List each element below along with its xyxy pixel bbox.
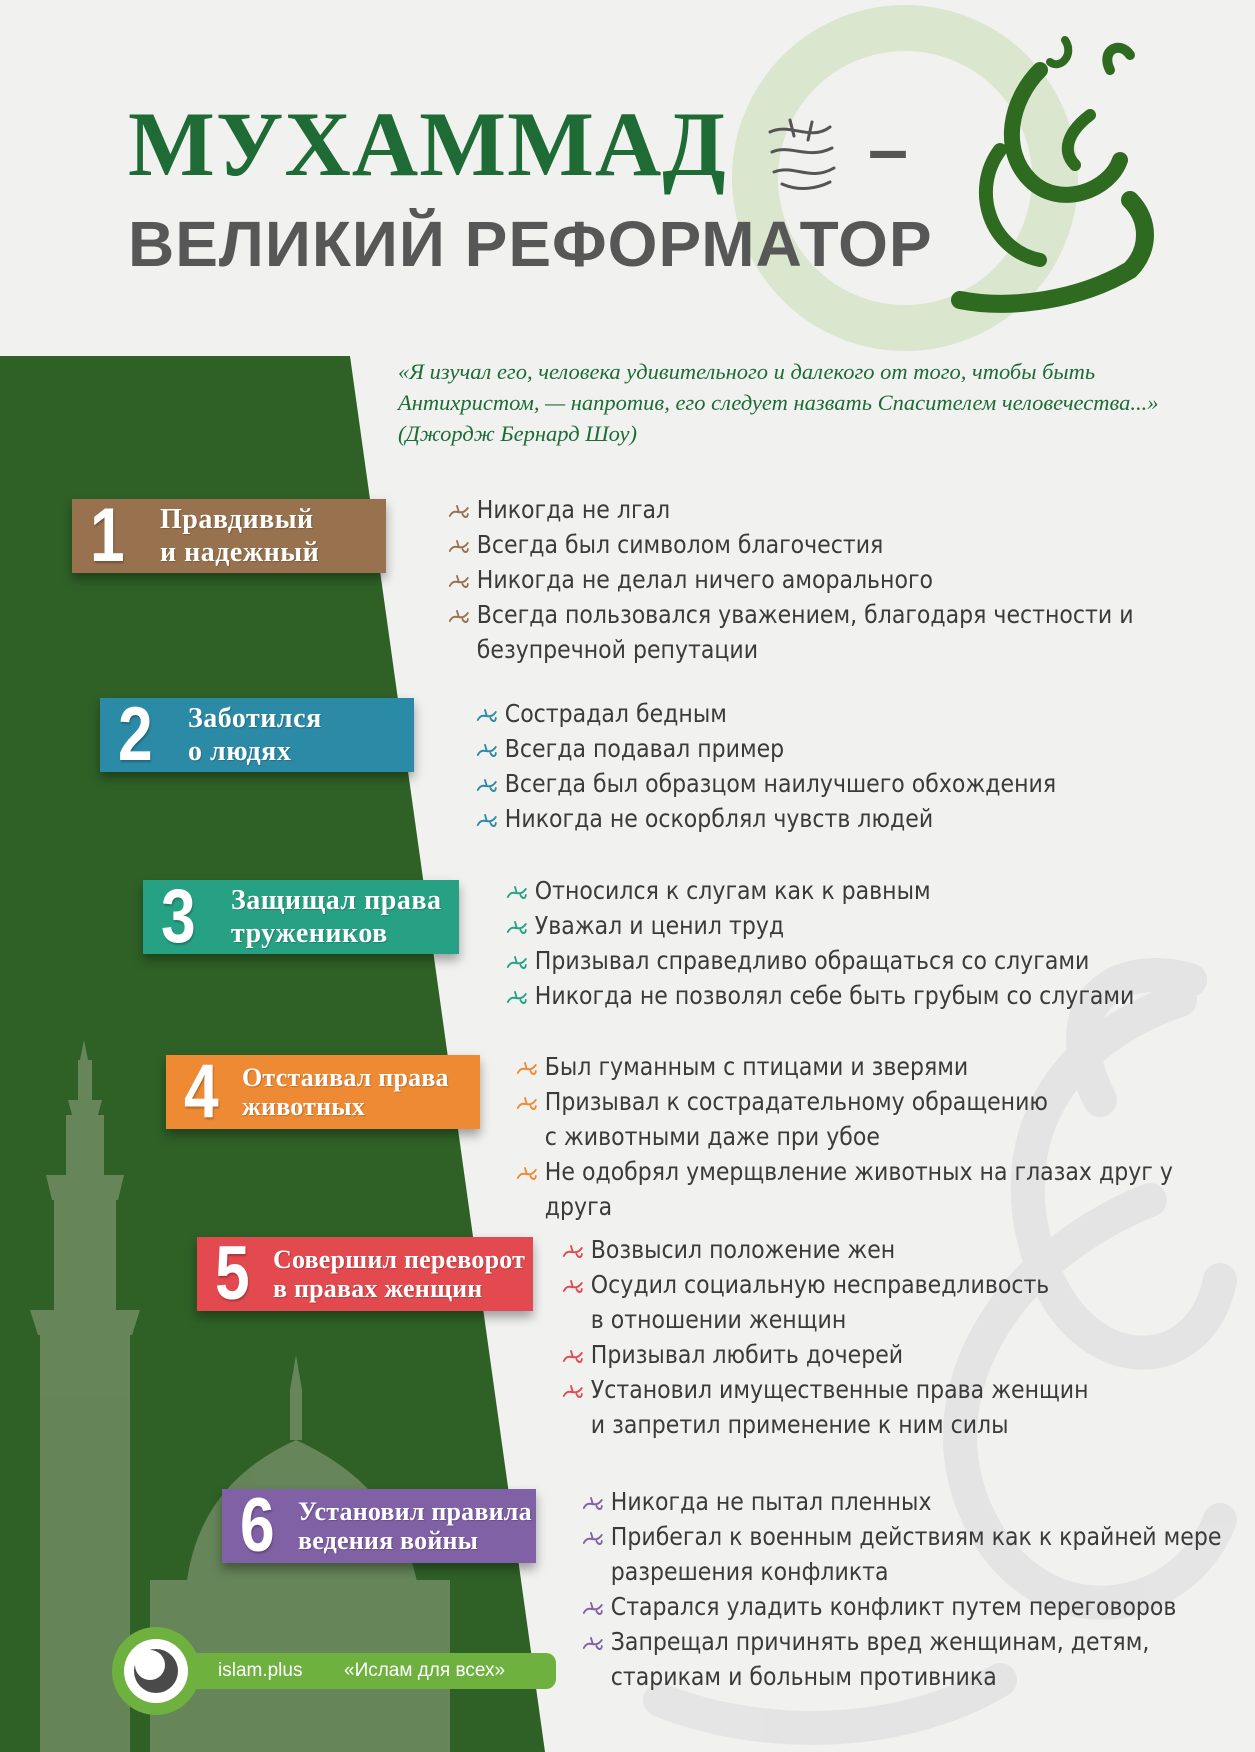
calligraphy-bullet-icon xyxy=(516,1059,538,1077)
calligraphy-bullet-icon xyxy=(476,811,498,829)
list-item: Призывал к сострадательному обращению с животными даже при убое xyxy=(516,1084,1236,1154)
calligraphy-bullet-icon xyxy=(582,1494,604,1512)
list-item: Никогда не лгал xyxy=(448,492,1168,527)
section-number: 5 xyxy=(215,1231,248,1316)
list-item: Всегда пользовался уважением, благодаря честности и безупречной репутации xyxy=(448,597,1168,667)
list-item: Относился к слугам как к равным xyxy=(506,873,1226,908)
calligraphy-bullet-icon xyxy=(506,918,528,936)
calligraphy-bullet-icon xyxy=(582,1529,604,1547)
list-item: Никогда не оскорблял чувств людей xyxy=(476,801,1196,836)
section-4-label xyxy=(166,1049,480,1134)
section-title: Совершил переворот в правах женщин xyxy=(273,1245,526,1303)
section-number: 4 xyxy=(184,1049,217,1134)
section-number: 6 xyxy=(240,1483,273,1568)
calligraphy-bullet-icon xyxy=(448,502,470,520)
section-6-label xyxy=(222,1483,536,1568)
section-number: 2 xyxy=(118,692,151,777)
section-title: Отстаивал права животных xyxy=(242,1063,449,1121)
list-item: Сострадал бедным xyxy=(476,696,1196,731)
footer-slogan: «Ислам для всех» xyxy=(344,1660,506,1681)
footer-bar xyxy=(180,1653,556,1689)
salawat-calligraphy-icon xyxy=(760,112,842,196)
calligraphy-bullet-icon xyxy=(506,883,528,901)
islam-plus-logo-icon xyxy=(110,1625,202,1717)
list-item: Возвысил положение жен xyxy=(562,1232,1255,1267)
calligraphy-bullet-icon xyxy=(448,607,470,625)
list-item: Прибегал к военным действиям как к крайней мере разрешения конфликта xyxy=(582,1519,1255,1589)
calligraphy-bullet-icon xyxy=(562,1382,584,1400)
list-item: Уважал и ценил труд xyxy=(506,908,1226,943)
section-3-list xyxy=(506,873,1255,1013)
list-item: Запрещал причинять вред женщинам, детям, старикам и больным противника xyxy=(582,1624,1255,1694)
list-item: Всегда был символом благочестия xyxy=(448,527,1168,562)
page-subtitle: ВЕЛИКИЙ РЕФОРМАТОР xyxy=(128,208,933,280)
section-title: Правдивый и надежный xyxy=(160,504,320,568)
calligraphy-bullet-icon xyxy=(562,1347,584,1365)
calligraphy-bullet-icon xyxy=(582,1634,604,1652)
calligraphy-bullet-icon xyxy=(506,988,528,1006)
calligraphy-bullet-icon xyxy=(448,572,470,590)
calligraphy-bullet-icon xyxy=(506,953,528,971)
list-item: Старался уладить конфликт путем переговоров xyxy=(582,1589,1255,1624)
list-item: Всегда подавал пример xyxy=(476,731,1196,766)
section-1-label xyxy=(72,493,386,578)
list-item: Никогда не позволял себе быть грубым со слугами xyxy=(506,978,1226,1013)
list-item: Призывал справедливо обращаться со слугами xyxy=(506,943,1226,978)
section-title: Заботился о людях xyxy=(188,703,322,767)
section-2-list xyxy=(476,696,1255,836)
list-item: Призывал любить дочерей xyxy=(562,1337,1255,1372)
calligraphy-bullet-icon xyxy=(562,1242,584,1260)
calligraphy-bullet-icon xyxy=(448,537,470,555)
calligraphy-bullet-icon xyxy=(562,1277,584,1295)
section-6-list xyxy=(582,1484,1255,1694)
list-item: Никогда не делал ничего аморального xyxy=(448,562,1168,597)
page-title: МУХАММАД xyxy=(128,93,727,195)
calligraphy-bullet-icon xyxy=(582,1599,604,1617)
calligraphy-bullet-icon xyxy=(516,1094,538,1112)
section-title: Установил правила ведения войны xyxy=(298,1497,532,1555)
calligraphy-bullet-icon xyxy=(476,741,498,759)
list-item: Никогда не пытал пленных xyxy=(582,1484,1255,1519)
list-item: Установил имущественные права женщин и запретил применение к ним силы xyxy=(562,1372,1255,1442)
section-title: Защищал права тружеников xyxy=(231,885,442,949)
section-1-list xyxy=(448,492,1248,667)
section-5-label xyxy=(197,1231,533,1316)
section-4-list xyxy=(516,1049,1255,1224)
section-number: 3 xyxy=(161,874,194,959)
footer-site-link[interactable]: islam.plus xyxy=(218,1660,303,1681)
section-3-label xyxy=(143,874,459,959)
calligraphy-bullet-icon xyxy=(476,776,498,794)
calligraphy-bullet-icon xyxy=(516,1164,538,1182)
section-2-label xyxy=(100,692,414,777)
section-5-list xyxy=(562,1232,1255,1442)
quote-text: «Я изучал его, человека удивительного и далекого от того, чтобы быть Антихристом, — напротив, его следует назвать Спасителем человечества...» (Джордж Бернард Шоу) xyxy=(398,359,1159,446)
title-dash: – xyxy=(868,110,909,190)
list-item: Всегда был образцом наилучшего обхождения xyxy=(476,766,1196,801)
list-item: Не одобрял умерщвление животных на глазах друг у друга xyxy=(516,1154,1236,1224)
section-number: 1 xyxy=(90,493,123,578)
list-item: Осудил социальную несправедливость в отношении женщин xyxy=(562,1267,1255,1337)
list-item: Был гуманным с птицами и зверями xyxy=(516,1049,1236,1084)
calligraphy-bullet-icon xyxy=(476,706,498,724)
